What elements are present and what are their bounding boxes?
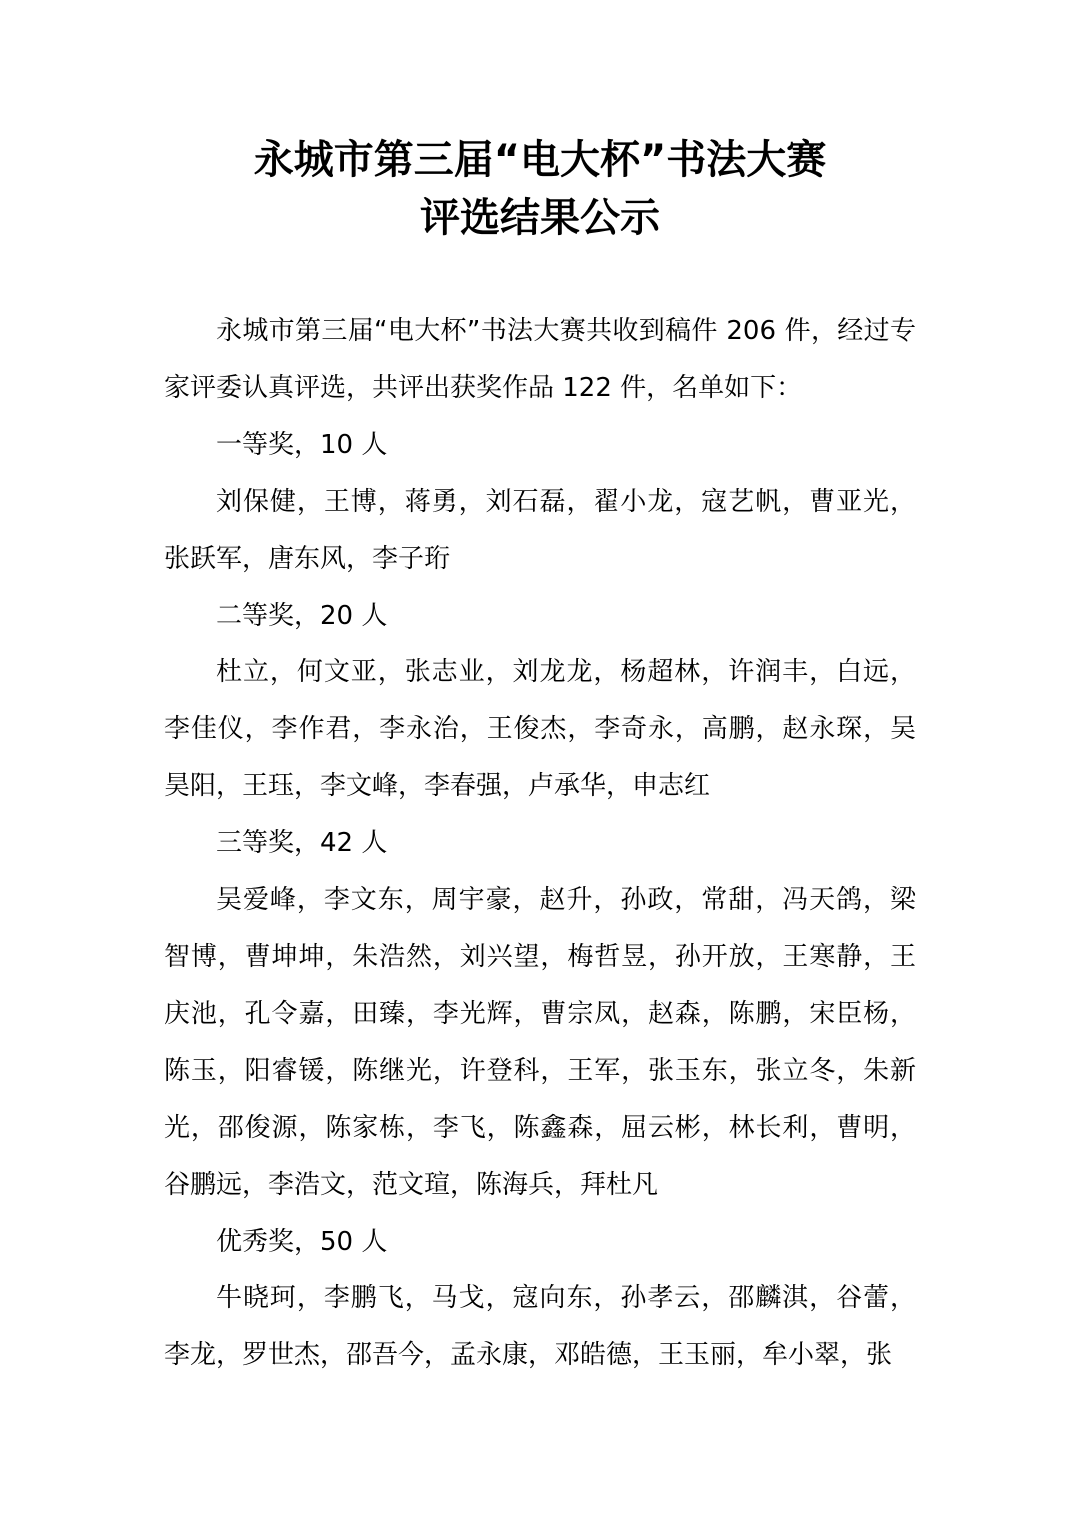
intro-paragraph: 永城市第三届“电大杯”书法大赛共收到稿件 206 件，经过专家评委认真评选，共评出获奖作品 122 件，名单如下： [164, 316, 916, 403]
document-subtitle: 评选结果公示 [420, 195, 660, 241]
award-names-third: 吴爱峰，李文东，周宇豪，赵升，孙政，常甜，冯天鸽，梁智博，曹坤坤，朱浩然，刘兴望，梅哲昱，孙开放，王寒静，王庆池，孔令嘉，田臻，李光辉，曹宗凤，赵森，陈鹏，宋臣杨，陈玉，阳睿锾，陈继光，许登科，王军，张玉东，张立冬，朱新光，邵俊源，陈家栋，李飞，陈鑫森，屈云彬，林长利，曹明，谷鹏远，李浩文，范文瑄，陈海兵，拜杜凡 [164, 885, 916, 1200]
document-title: 永城市第三届“电大杯”书法大赛 [253, 137, 827, 183]
award-names-excellence: 牛晓珂，李鹏飞，马戈，寇向东，孙孝云，邵麟淇，谷蕾，李龙，罗世杰，邵吾今，孟永康，邓皓德，王玉丽，牟小翠，张 [164, 1283, 916, 1371]
award-heading-second: 二等奖，20 人 [216, 600, 388, 631]
award-heading-third: 三等奖，42 人 [216, 828, 388, 859]
award-names-first: 刘保健，王博，蒋勇，刘石磊，翟小龙，寇艺帆，曹亚光，张跃军，唐东风，李子珩 [164, 486, 916, 574]
document-body [164, 303, 916, 1384]
award-names-second: 杜立，何文亚，张志业，刘龙龙，杨超林，许润丰，白远，李佳仪，李作君，李永治，王俊杰，李奇永，高鹏，赵永琛，吴昊阳，王珏，李文峰，李春强，卢承华，申志红 [164, 657, 916, 802]
award-heading-excellence: 优秀奖，50 人 [216, 1226, 388, 1257]
award-heading-first: 一等奖，10 人 [216, 429, 388, 460]
